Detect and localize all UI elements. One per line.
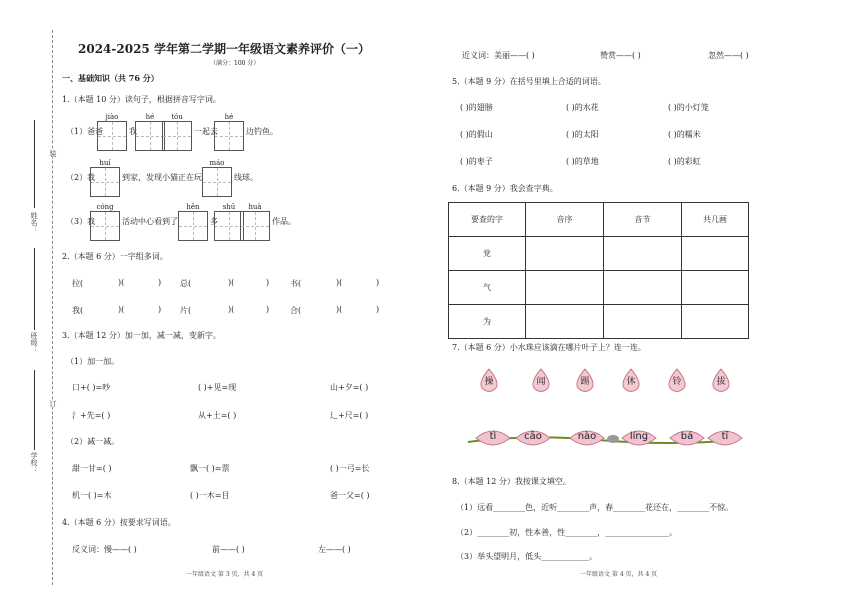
leaf[interactable] [668, 426, 706, 450]
q5-r2-c: ( )的糯米 [668, 130, 701, 139]
q2-r2-e: )( [228, 305, 235, 314]
q3-heading: 3.（本题 12 分）加一加，减一减，变新字。 [62, 331, 221, 340]
answer-cell[interactable] [526, 271, 604, 305]
q2-heading: 2.（本题 6 分）一字组多词。 [62, 252, 168, 261]
name-label: 姓名： [30, 212, 38, 233]
q1-s1-t1: 我 [129, 127, 137, 136]
q4-heading: 4.（本题 6 分）按要求写词语。 [62, 518, 176, 527]
q4-r2-a: 近义词：美丽——( ) [462, 51, 535, 60]
q1-s1-no: （1）爸爸 [66, 127, 104, 136]
answer-cell[interactable] [526, 305, 604, 339]
q5-r2-a: ( )的假山 [460, 130, 493, 139]
char-box[interactable] [97, 121, 127, 151]
q4-r1-b: 前——( ) [212, 545, 245, 554]
q3-b2: 飘一( )=票 [190, 464, 230, 473]
q2-r2-c: ) [158, 305, 162, 314]
col-header: 音序 [526, 203, 604, 237]
pinyin: hěn [186, 203, 200, 211]
q1-s3-no: （3）我 [66, 217, 96, 226]
q1-s1-t2: 一起去 [194, 127, 218, 136]
q8-l1: （1）远看________色，近听________声，春________花还在，________不惊。 [456, 503, 734, 512]
leaf-pinyin: cāo [524, 431, 542, 442]
q1-s3-t1: 活动中心看到了 [122, 217, 178, 226]
class-underline [34, 248, 35, 330]
q2-r1-b: )( [118, 278, 125, 287]
school-label: 学校： [30, 452, 38, 473]
q8-l3: （3）举头望明月，低头____________。 [456, 552, 598, 561]
water-drop[interactable] [478, 368, 500, 392]
q1-s3-t3: 作品。 [272, 217, 296, 226]
char-box[interactable] [240, 211, 270, 241]
water-drop[interactable] [574, 368, 596, 392]
leaf[interactable] [620, 426, 658, 450]
q4-r1-a: 反义词：慢——( ) [72, 545, 137, 554]
water-drop[interactable] [530, 368, 552, 392]
pinyin: tóu [171, 113, 183, 121]
q1-s1-t3: 边钓鱼。 [246, 127, 278, 136]
q1-s2-no: （2）我 [66, 173, 96, 182]
q3-a1: 口+( )=吵 [72, 383, 111, 392]
q5-r3-b: ( )的草地 [566, 157, 599, 166]
pinyin: shū [222, 203, 236, 211]
leaf[interactable] [474, 426, 512, 450]
q1-s3-t2: 多 [210, 217, 218, 226]
char-box[interactable] [178, 211, 208, 241]
q7-heading: 7.（本题 6 分）小水珠应该滴在哪片叶子上？连一连。 [452, 343, 646, 352]
char-cell: 为 [449, 305, 526, 339]
answer-cell[interactable] [526, 237, 604, 271]
drop-char: 休 [626, 377, 636, 387]
q2-r2-i: ) [376, 305, 380, 314]
table-row [449, 271, 749, 305]
q3-b3: ( )一弓=长 [330, 464, 370, 473]
class-label: 班级： [30, 332, 38, 353]
water-drop[interactable] [710, 368, 732, 392]
drop-char: 闻 [536, 377, 546, 387]
school-underline [34, 370, 35, 450]
answer-cell[interactable] [682, 271, 749, 305]
q2-r1-e: )( [228, 278, 235, 287]
drop-char: 铃 [672, 377, 682, 387]
q2-r1-f: ) [266, 278, 270, 287]
q4-r2-b: 赞赏——( ) [600, 51, 641, 60]
char-cell: 党 [449, 237, 526, 271]
drop-char: 踢 [580, 377, 590, 387]
q8-heading: 8.（本题 12 分）我按课文填空。 [452, 477, 571, 486]
q5-r3-c: ( )的彩虹 [668, 157, 701, 166]
q3-b4: 机一( )=木 [72, 491, 112, 500]
page-title: 2024-2025 学年第二学期一年级语文素养评价（一） [78, 42, 370, 56]
dictionary-table [448, 202, 749, 339]
pinyin: hé [145, 113, 155, 121]
drop-char: 拔 [716, 377, 726, 387]
answer-cell[interactable] [604, 305, 682, 339]
q5-r3-a: ( )的枣子 [460, 157, 493, 166]
answer-cell[interactable] [604, 271, 682, 305]
seal-mark-2: 订 [49, 400, 57, 407]
leaf-pinyin: nào [577, 431, 597, 442]
char-box[interactable] [202, 167, 232, 197]
col-header: 音节 [604, 203, 682, 237]
leaf-pinyin: líng [629, 431, 649, 442]
table-row [449, 237, 749, 271]
leaf[interactable] [514, 426, 552, 450]
q3-sub-label: （2）减一减。 [66, 437, 120, 446]
q3-a6: 辶+尺=( ) [330, 411, 369, 420]
q5-heading: 5.（本题 9 分）在括号里填上合适的词语。 [452, 77, 606, 86]
pinyin: huà [248, 203, 262, 211]
q3-a2: ( )+见=现 [198, 383, 237, 392]
section-1-heading: 一、基础知识（共 76 分） [62, 73, 159, 83]
q5-r1-b: ( )的水花 [566, 103, 599, 112]
drop-char: 操 [484, 377, 494, 387]
q2-r2-g: 合( [290, 306, 302, 315]
leaf[interactable] [706, 426, 744, 450]
q3-a3: 山+夕=( ) [330, 383, 369, 392]
q2-r1-c: ) [158, 278, 162, 287]
q8-l2: （2）________初，性本善，性________，________________。 [456, 528, 678, 537]
seal-mark: 装 [49, 150, 57, 157]
pinyin: hé [224, 113, 234, 121]
q2-r2-f: ) [266, 305, 270, 314]
q2-r1-h: )( [336, 278, 343, 287]
q2-r1-a: 拉( [72, 279, 84, 288]
water-drop[interactable] [666, 368, 688, 392]
col-header: 要查的字 [449, 203, 526, 237]
full-score: （满分：100 分） [210, 60, 260, 67]
q3-a5: 从+土=( ) [198, 411, 237, 420]
q3-b1: 甜一甘=( ) [72, 464, 112, 473]
q1-s2-t1: 到家，发现小猫正在玩 [122, 173, 202, 182]
q2-r1-i: ) [376, 278, 380, 287]
col-header: 共几画 [682, 203, 749, 237]
q5-r1-c: ( )的小灯笼 [668, 103, 709, 112]
binding-line [52, 30, 53, 585]
pinyin: máo [209, 159, 225, 167]
q2-r1-g: 书( [290, 279, 302, 288]
char-box[interactable] [90, 211, 120, 241]
char-box[interactable] [214, 121, 244, 151]
q2-r2-a: 我( [72, 306, 84, 315]
q5-r2-b: ( )的太阳 [566, 130, 599, 139]
char-box[interactable] [90, 167, 120, 197]
answer-cell[interactable] [604, 237, 682, 271]
pinyin: cóng [96, 203, 114, 211]
water-drop[interactable] [620, 368, 642, 392]
pinyin: huí [99, 159, 111, 167]
q2-r2-d: 片( [180, 306, 192, 315]
char-box[interactable] [162, 121, 192, 151]
q2-r1-d: 总( [180, 279, 192, 288]
q6-heading: 6.（本题 9 分）我会查字典。 [452, 184, 558, 193]
char-box[interactable] [135, 121, 165, 151]
leaf-pinyin: tī [721, 431, 729, 442]
q3-b6: 爸一父=( ) [330, 491, 370, 500]
footer-left: 一年级语文 第 3 页，共 4 页 [186, 571, 264, 578]
q3-add-label: （1）加一加。 [66, 357, 120, 366]
q3-b5: ( )一木=目 [190, 491, 230, 500]
q3-a4: 氵+先=( ) [72, 411, 111, 420]
q4-r1-c: 左——( ) [318, 545, 351, 554]
q5-r1-a: ( )的翅膀 [460, 103, 493, 112]
table-row [449, 305, 749, 339]
q4-r2-c: 忽然——( ) [708, 51, 749, 60]
leaf-pinyin: tì [489, 431, 497, 442]
q1-s2-t2: 线球。 [234, 173, 258, 182]
q2-r2-b: )( [118, 305, 125, 314]
leaf[interactable] [568, 426, 606, 450]
pinyin: jiào [105, 113, 119, 121]
leaf-pinyin: bá [680, 431, 694, 442]
q2-r2-h: )( [336, 305, 343, 314]
answer-cell[interactable] [682, 237, 749, 271]
q1-heading: 1.（本题 10 分）读句子，根据拼音写字词。 [62, 95, 221, 104]
answer-cell[interactable] [682, 305, 749, 339]
name-underline [34, 120, 35, 208]
char-cell: 气 [449, 271, 526, 305]
footer-right: 一年级语文 第 4 页，共 4 页 [580, 571, 658, 578]
